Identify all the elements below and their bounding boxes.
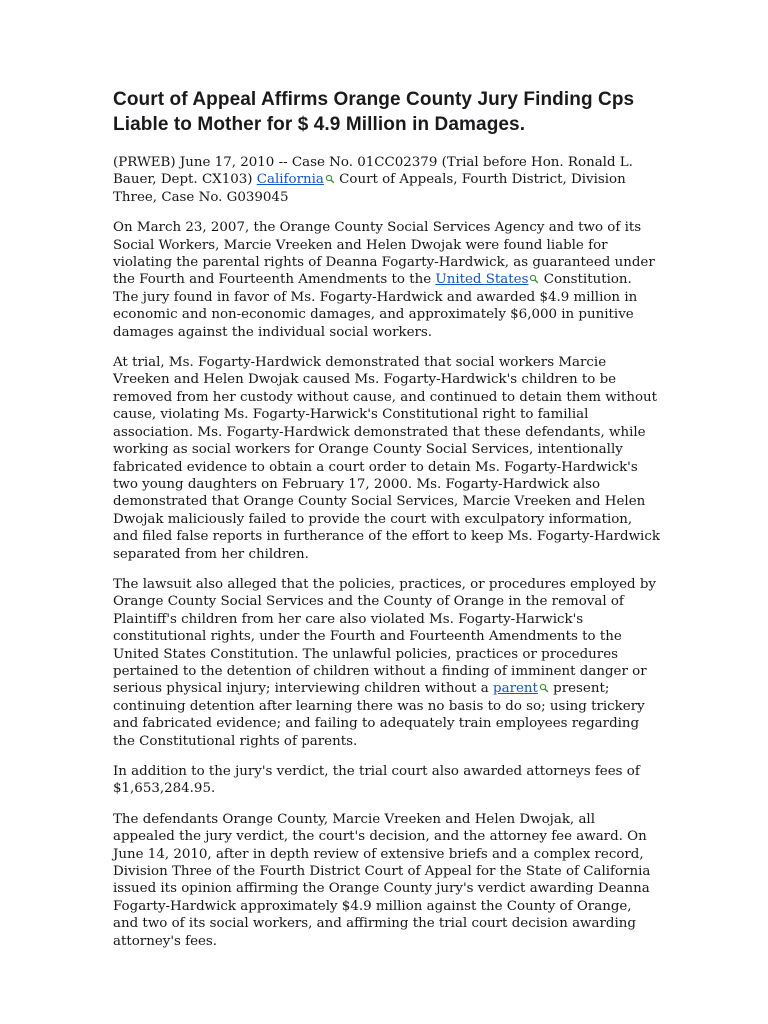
document-title: Court of Appeal Affirms Orange County Jury Finding Cps Liable to Mother for $ 4.9 Million in Damages. <box>113 89 635 135</box>
paragraph: The lawsuit also alleged that the policies, practices, or procedures employed by Orange County Social Services and the County of Orange in the removal of Plaintiff's children from her care also violated Ms. Fogarty-Harwick's constitutional rights, under the Fourth and Fourteenth Amendments to the United States Constitution. The unlawful policies, practices or procedures pertained to the detention of children without a finding of imminent danger or serious physical injury; interviewing children without a parent present; continuing detention after learning there was no basis to do so; using trickery and fabricated evidence; and failing to adequately train employees regarding the Constitutional rights of parents. <box>113 576 656 749</box>
parent-link[interactable]: parent <box>493 681 538 697</box>
magnifier-icon[interactable] <box>539 683 549 693</box>
california-link[interactable]: California <box>256 172 324 188</box>
paragraph: (PRWEB) June 17, 2010 -- Case No. 01CC02379 (Trial before Hon. Ronald L. Bauer, Dept. CX103) California Court of Appeals, Fourth District, Division Three, Case No. G039045 <box>113 155 633 205</box>
paragraph: In addition to the jury's verdict, the trial court also awarded attorneys fees of $1,653,284.95. <box>113 764 640 797</box>
paragraph: At trial, Ms. Fogarty-Hardwick demonstrated that social workers Marcie Vreeken and Helen Dwojak caused Ms. Fogarty-Hardwick's children to be removed from her custody without cause, and continued to detain them without cause, violating Ms. Fogarty-Harwick's Constitutional right to familial association. Ms. Fogarty-Hardwick demonstrated that these defendants, while working as social workers for Orange County Social Services, intentionally fabricated evidence to obtain a court order to detain Ms. Fogarty-Hardwick's two young daughters on February 17, 2000. Ms. Fogarty-Hardwick also demonstrated that Orange County Social Services, Marcie Vreeken and Helen Dwojak maliciously failed to provide the court with exculpatory information, and filed false reports in furtherance of the effort to keep Ms. Fogarty-Hardwick separated from her children. <box>113 355 660 562</box>
paragraph: On March 23, 2007, the Orange County Social Services Agency and two of its Social Workers, Marcie Vreeken and Helen Dwojak were found liable for violating the parental rights of Deanna Fogarty-Hardwick, as guaranteed under the Fourth and Fourteenth Amendments to the United States Constitution. The jury found in favor of Ms. Fogarty-Hardwick and awarded $4.9 million in economic and non-economic damages, and approximately $6,000 in punitive damages against the individual social workers. <box>113 220 655 340</box>
paragraph: The defendants Orange County, Marcie Vreeken and Helen Dwojak, all appealed the jury verdict, the court's decision, and the attorney fee award. On June 14, 2010, after in depth review of extensive briefs and a complex record, Division Three of the Fourth District Court of Appeal for the State of California issued its opinion affirming the Orange County jury's verdict awarding Deanna Fogarty-Hardwick approximately $4.9 million against the County of Orange, and two of its social workers, and affirming the trial court decision awarding attorney's fees. <box>113 811 651 949</box>
document-body <box>113 154 660 950</box>
magnifier-icon[interactable] <box>529 274 539 284</box>
united-states-link[interactable]: United States <box>435 272 529 288</box>
magnifier-icon[interactable] <box>325 174 335 184</box>
